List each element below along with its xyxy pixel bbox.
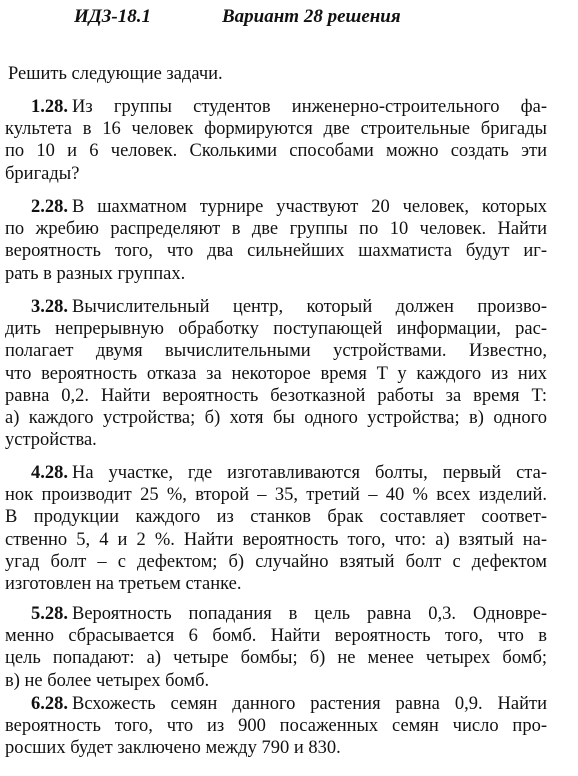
problem-line: изготовлен на третьем станке. — [5, 574, 242, 595]
problem-number: 2.28. — [31, 197, 68, 217]
problem-line: цель попадают: а) четыре бомбы; б) не менее четырех бомб; — [5, 648, 547, 669]
problem-line: дить непрерывную обработку поступающей информации, рас- — [5, 319, 547, 340]
problem-line: рать в разных группах. — [5, 263, 186, 284]
problem-line: что вероятность отказа за некоторое время T у каждого из них — [5, 363, 547, 384]
problem-line: 6.28. Всхожесть семян данного растения равна 0,9. Найти — [31, 694, 547, 714]
problem-line: росших будет заключено между 790 и 830. — [5, 738, 341, 759]
problem-6 — [5, 693, 547, 760]
problem-3 — [5, 296, 547, 451]
problem-line: 5.28. Вероятность попадания в цель равна 0,3. Одновре- — [31, 604, 547, 624]
problem-line: 1.28. Из группы студентов инженерно-строительного фа- — [31, 97, 547, 117]
problem-line: вероятность того, что из 900 посаженных семян число про- — [5, 716, 547, 737]
problem-line: 3.28. Вычислительный центр, который должен произво- — [31, 297, 547, 317]
problem-line: по жребию распределяют в две группы по 10 человек. Найти — [5, 219, 547, 240]
problem-line: бригады? — [5, 163, 80, 184]
problem-line: а) каждого устройства; б) хотя бы одного устройства; в) одного — [5, 408, 547, 429]
document-header — [0, 6, 578, 36]
problem-number: 3.28. — [31, 297, 68, 317]
problem-line: 2.28. В шахматном турнире участвуют 20 человек, которых — [31, 197, 547, 217]
intro-text: Решить следующие задачи. — [8, 64, 223, 84]
problem-line: устройства. — [5, 430, 97, 451]
problem-line: равна 0,2. Найти вероятность безотказной работы за время T: — [5, 385, 547, 406]
problem-1 — [5, 96, 547, 185]
problem-line: угад болт – с дефектом; б) случайно взятый болт с дефектом — [5, 551, 547, 572]
problem-line: В продукции каждого из станков брак составляет соответ- — [5, 507, 547, 528]
problem-line: менно сбрасывается 6 бомб. Найти вероятность того, что в — [5, 626, 547, 647]
problem-number: 5.28. — [31, 604, 68, 624]
problem-line: вероятность того, что два сильнейших шахматиста будут иг- — [5, 241, 547, 262]
problem-line: культета в 16 человек формируются две строительные бригады — [5, 119, 547, 140]
assignment-code: ИДЗ-18.1 — [74, 6, 152, 27]
variant-title: Вариант 28 решения — [222, 6, 401, 27]
problem-2 — [5, 196, 547, 285]
problem-5 — [5, 603, 547, 692]
problem-number: 4.28. — [31, 463, 68, 483]
problem-line: ственно 5, 4 и 2 %. Найти вероятность того, что: а) взятый на- — [5, 529, 547, 550]
problem-line: нок производит 25 %, второй – 35, третий – 40 % всех изделий. — [5, 485, 547, 506]
problem-line: в) не более четырех бомб. — [5, 670, 210, 691]
problem-line: 4.28. На участке, где изготавливаются болты, первый ста- — [31, 463, 547, 483]
problem-number: 1.28. — [31, 97, 68, 117]
problem-number: 6.28. — [31, 694, 68, 714]
problem-line: по 10 и 6 человек. Сколькими способами можно создать эти — [5, 141, 547, 162]
problem-4 — [5, 462, 547, 595]
problem-line: полагает двумя вычислительными устройствами. Известно, — [5, 341, 547, 362]
